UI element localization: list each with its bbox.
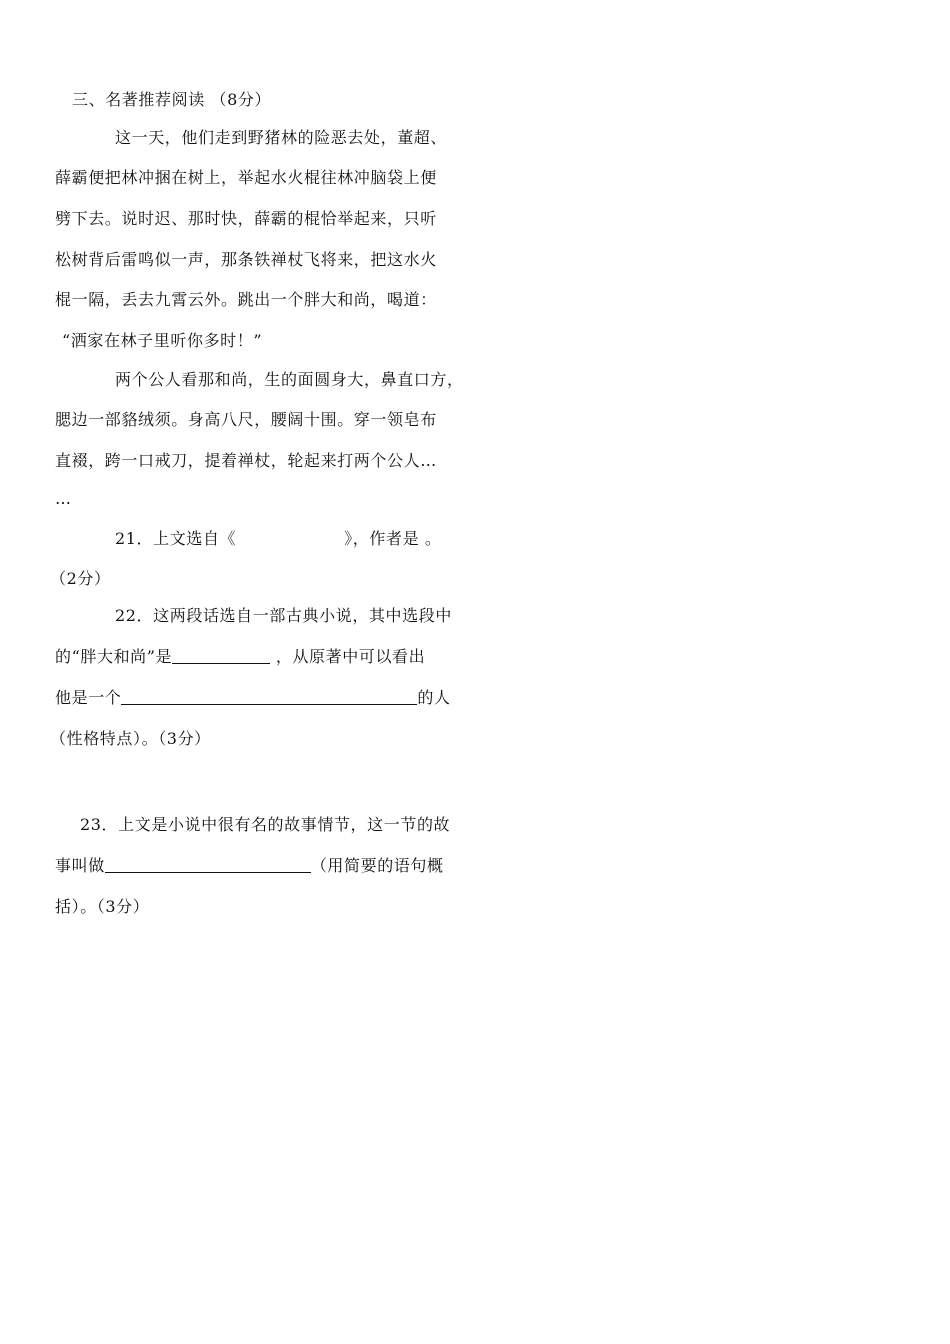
passage-line: … — [55, 489, 72, 508]
passage-line: 棍一隔，丢去九霄云外。跳出一个胖大和尚，喝道： — [55, 290, 437, 309]
passage-line: 松树背后雷鸣似一声，那条铁禅杖飞将来，把这水火 — [55, 250, 437, 269]
passage-line: “洒家在林子里听你多时！” — [62, 331, 263, 350]
q22-trait-blank[interactable] — [121, 688, 417, 705]
q22-text: 的“胖大和尚”是 — [55, 647, 173, 666]
question-23-line2 — [55, 856, 444, 876]
q21-score: （2分） — [50, 569, 111, 588]
question-22-line4: （性格特点）。（3分） — [50, 729, 211, 748]
q21-text: 21．上文选自《 — [115, 529, 237, 548]
q23-text: （用简要的语句概 — [310, 856, 444, 875]
q23-text: 事叫做 — [55, 856, 105, 875]
question-22-line2 — [55, 647, 425, 667]
question-21 — [115, 529, 441, 549]
passage-line: 薛霸便把林冲捆在树上，举起水火棍往林冲脑袋上便 — [55, 168, 437, 187]
passage-line: 这一天，他们走到野猪林的险恶去处，董超、 — [115, 128, 448, 147]
q22-text: 他是一个 — [55, 688, 122, 707]
q22-text: ，从原著中可以看出 — [270, 647, 426, 666]
question-22: 22．这两段话选自一部古典小说，其中选段中 — [115, 606, 452, 625]
q22-monk-blank[interactable] — [172, 647, 270, 664]
q21-text: 》，作者是 。 — [344, 529, 442, 548]
question-22-line3 — [55, 688, 451, 708]
passage-line: 劈下去。说时迟、那时快，薛霸的棍恰举起来，只听 — [55, 209, 437, 228]
passage-line: 两个公人看那和尚，生的面圆身大，鼻直口方， — [115, 370, 464, 389]
question-23-line3: 括）。（3分） — [55, 897, 150, 916]
passage-line: 腮边一部貉绒须。身高八尺，腰阔十围。穿一领皂布 — [55, 410, 437, 429]
question-23: 23．上文是小说中很有名的故事情节，这一节的故 — [80, 815, 451, 834]
passage-line: 直裰，跨一口戒刀，提着禅杖，轮起来打两个公人… — [55, 451, 437, 470]
q22-text: 的人 — [417, 688, 451, 707]
section-title: 三、名著推荐阅读 （8分） — [72, 90, 272, 109]
q23-story-blank[interactable] — [105, 856, 311, 873]
